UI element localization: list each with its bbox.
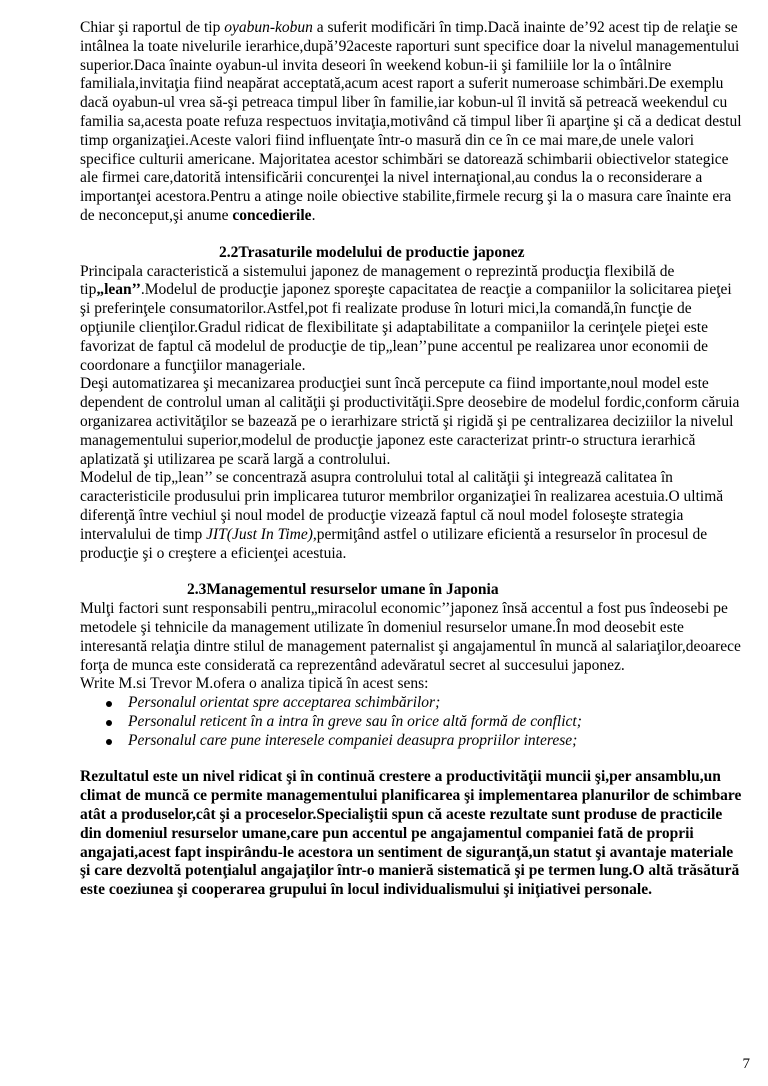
page-content: [80, 19, 744, 900]
section-2-2-text-1: Principala caracteristică a sistemului japonez de management o reprezintă producţia flexibilă de tip: [80, 262, 675, 299]
bullet-text: Personalul reticent în a intra în greve sau în orice altă formă de conflict;: [128, 712, 582, 730]
conclusion-paragraph: Rezultatul este un nivel ridicat şi în continuă crestere a productivităţii muncii şi,per ansamblu,un climat de muncă ce permite managementului planificarea şi implementarea planurilor de schimbare atât a produselor,cât şi a proceselor.Specialiştii spun că aceste rezultate sunt produse de practicile din domeniul resurselor umane,care pun accentul pe angajamentul companiei fată de proprii angajati,acest fapt inspirându-le acestora un sentiment de siguranţă,un statut şi avantaje materiale şi care dezvoltă potenţialul angajaţilor într-o manieră sistematică şi pe termen lung.O altă trăsătură este coeziunea şi cooperarea grupului în locul individualismului şi iniţiativei personale.: [80, 768, 742, 899]
bullet-item: [80, 732, 744, 751]
bullet-item: [80, 694, 744, 713]
section-2-2-text-2: .Modelul de producţie japonez sporeşte capacitatea de reacţie a companiilor la solicitarea pieţei şi preferinţele consumatorilor.Astfel,pot fi realizate produse în loturi mici,la comandă,în funcţie de opţiunile clienţilor.Gradul ridicat de flexibilitate şi adaptabilitate a companiilor la cerinţele pieţei este favorizat de faptul că modelul de producţie de tip„lean’’pune accentul pe realizarea unor economii de coordonare a funcţiilor manageriale.: [80, 281, 732, 374]
section-2-2-bold-lean: „lean’’: [96, 281, 141, 299]
section-heading-2-3: 2.3Managementul resurselor umane în Japonia: [187, 581, 499, 599]
section-2-2-text-4: permiţând astfel o utilizare eficientă a resurselor în procesul de producţie şi o creştere a eficienţei acestuia.: [80, 525, 708, 562]
section-heading-2-2: 2.2Trasaturile modelului de productie japonez: [219, 243, 525, 261]
bullet-dot-icon: [106, 739, 112, 745]
page-number: 7: [742, 1056, 750, 1072]
intro-text-1: Chiar şi raportul de tip: [80, 19, 225, 36]
section-2-3-paragraph-2: Write M.si Trevor M.ofera o analiza tipică în acest sens:: [80, 675, 429, 693]
bullet-dot-icon: [106, 720, 112, 726]
bullet-text: Personalul care pune interesele companiei deasupra propriilor interese;: [128, 731, 578, 749]
bullet-text: Personalul orientat spre acceptarea schimbărilor;: [128, 694, 441, 712]
section-2-3-paragraph-1: Mulţi factori sunt responsabili pentru„miracolul economic’’japonez însă accentul a fost pus îndeosebi pe metodele şi tehnicile da management utilizate în domeniul resurselor umane.În mod deosebit este interesantă relaţia dintre stilul de management paternalist şi angajamentul în muncă al salariaţilor,deoarece forţa de munca este considerată ca reprezentând adevăratul secret al succesului japonez.: [80, 600, 741, 674]
intro-paragraph: [80, 19, 744, 226]
bullet-item: [80, 713, 744, 732]
section-2-2-text-3: Modelul de tip„lean’’ se concentrază asupra controlului total al calităţii şi integrează calitatea în caracteristicile produsului prin implicarea tuturor membrilor organizaţiei în realizarea acestuia.O ultimă diferenţă între vechiul şi noul model de producţie vizează faptul că noul model foloseşte strategia intervalului de timp: [80, 469, 724, 543]
intro-text-end: .: [311, 206, 316, 224]
section-2-2-italic-jit: JIT(Just In Time),: [206, 525, 317, 543]
intro-text-2: a suferit modificări în timp.Dacă inainte de’92 acest tip de relaţie se intâlnea la toate nivelurile ierarhice,după’92aceste raporturi sunt specifice doar la nivelul managementului superior.Daca înainte oyabun-ul invita deseori în weekend kobun-ii şi familiile lor la o întâlnire familiala,invitaţia fiind neapărat acceptată,acum acest raport a suferit numeroase schimbări.De exemplu dacă oyabun-ul vrea să-şi petreaca timpul liber în familie,iar kobun-ul îl invită să petreacă weekendul cu familia sa,acesta poate refuza respectuos invitaţia,motivând că timpul liber îi aparţine şi că a dedicat destul timp organizaţiei.Aceste valori fiind influenţate într-o masură din ce în ce mai mare,de unele valori specifice culturii americane. Majoritatea acestor schimbări se datorează schimbarii obiectivelor stategice ale firmei care,datorită intensificării concurenţei la nivel internaţional,au condus la o reconsiderare a importanţei acestora.Pentru a atinge noile obiective stabilite,firmele recurg şi la o masura care înainte era de neconceput,şi anume: [80, 19, 742, 224]
section-2-2-paragraph-1: [80, 263, 744, 376]
intro-term-oyabun-kobun: oyabun-kobun: [224, 19, 313, 36]
bullet-dot-icon: [106, 701, 112, 707]
intro-bold-concedierile: concedierile: [232, 206, 312, 224]
section-2-2-paragraph-3: [80, 469, 744, 563]
section-2-2-paragraph-2: Deşi automatizarea şi mecanizarea producţiei sunt încă percepute ca fiind importante,noul model este dependent de controlul uman al calităţii şi productivităţii.Spre deosebire de modelul fordic,conform căruia organizarea activităţilor se bazează pe o ierarhizare strictă şi rigidă şi pe centralizarea deciziilor la nivelul managementului superior,modelul de producţie japonez este caracterizat printr-o structura ierarhică aplatizată şi utilizarea pe scară largă a controlului.: [80, 375, 740, 468]
bullet-list: [80, 694, 744, 750]
